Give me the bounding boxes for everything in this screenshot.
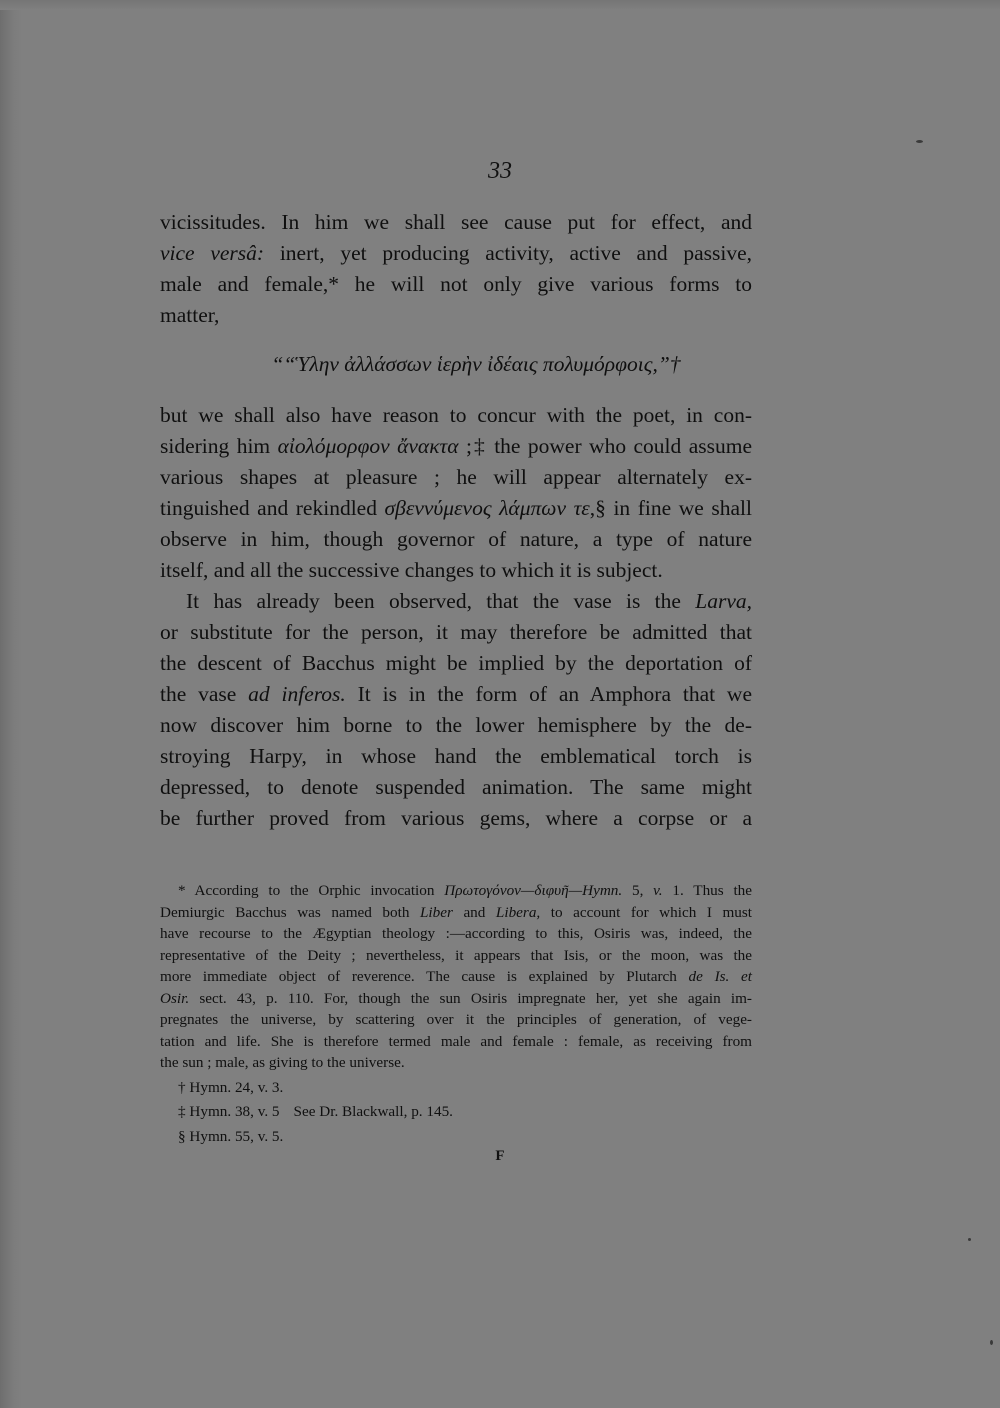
text-segment: ‡ Hymn. 38, v. 5 xyxy=(178,1103,280,1120)
italic-phrase: —Hymn. xyxy=(568,882,623,899)
text-line: now discover him borne to the lower hemisphere by the de- xyxy=(160,713,752,737)
page-number: 33 xyxy=(488,158,512,184)
italic-phrase: ad inferos. xyxy=(248,682,346,706)
footnote-line xyxy=(160,880,752,902)
footnotes xyxy=(160,880,752,1147)
text-segment: more immediate object of reverence. The cause is explained by Plutarch xyxy=(160,968,689,985)
text-segment: inert, yet producing activity, active and passive, xyxy=(264,241,752,265)
text-segment: to account for which I must xyxy=(540,903,752,921)
footnote-line xyxy=(160,988,752,1010)
dust-speck xyxy=(968,1238,971,1241)
text-segment: and xyxy=(452,903,496,921)
italic-phrase: vice versâ: xyxy=(160,241,265,265)
footnote-line: have recourse to the Ægyptian theology :—according to this, Osiris was, indeed, the xyxy=(160,925,752,942)
footnote-line: representative of the Deity ; nevertheless, it appears that Isis, or the moon, was the xyxy=(160,946,752,964)
footnote-double-dagger xyxy=(160,1101,752,1123)
text-line: stroying Harpy, in whose hand the emblematical torch is xyxy=(160,744,752,768)
text-line: itself, and all the successive changes to which it is subject. xyxy=(160,558,663,582)
text-segment: sect. 43, p. 110. For, though the sun Osiris impregnate her, yet she again im- xyxy=(189,989,752,1007)
text-line: be further proved from various gems, where a corpse or a xyxy=(160,806,752,830)
text-line: the descent of Bacchus might be implied by the deportation of xyxy=(160,651,752,675)
dust-speck xyxy=(990,1340,993,1345)
italic-phrase: Larva, xyxy=(695,589,752,613)
text-segment: ,§ in fine we shall xyxy=(589,496,752,520)
text-segment: See Dr. Blackwall, p. 145. xyxy=(293,1103,453,1120)
italic-phrase: Osir. xyxy=(160,989,190,1007)
text-segment: It is in the form of an Amphora that we xyxy=(345,682,752,706)
footnote-dagger: † Hymn. 24, v. 3. xyxy=(178,1078,284,1096)
text-line: matter, xyxy=(160,303,220,327)
greek-phrase: Πρωτογόνον—διφυῆ xyxy=(444,882,569,899)
italic-phrase: Liber xyxy=(419,903,453,921)
text-line: male and female,* he will not only give various forms to xyxy=(160,272,752,296)
greek-phrase: αἰολόμορφον ἄνακτα xyxy=(277,434,459,458)
text-line xyxy=(160,679,752,710)
italic-phrase: v. xyxy=(653,882,663,899)
signature-mark: F xyxy=(495,1148,505,1164)
text-segment: tinguished and rekindled xyxy=(160,496,385,520)
page-top-edge-shadow xyxy=(0,0,1000,10)
text-line xyxy=(160,493,752,524)
greek-verse-quote: ““Ὑλην ἀλλάσσων ἱερὴν ἰδέαις πολυμόρφοις,”† xyxy=(271,352,681,376)
text-segment: sidering him xyxy=(160,434,278,458)
text-line: observe in him, though governor of nature, a type of nature xyxy=(160,527,752,551)
text-segment: Demiurgic Bacchus was named both xyxy=(160,903,420,921)
text-line: but we shall also have reason to concur with the poet, in con- xyxy=(160,403,752,427)
footnote-line: the sun ; male, as giving to the universe. xyxy=(160,1054,405,1071)
main-text xyxy=(160,207,752,834)
text-segment: ;‡ the power who could assume xyxy=(458,434,752,458)
text-line xyxy=(160,586,752,617)
text-segment: It has already been observed, that the vase is the xyxy=(186,589,696,613)
text-line xyxy=(160,238,752,269)
footnote-section: § Hymn. 55, v. 5. xyxy=(178,1127,284,1145)
text-segment: 1. Thus the xyxy=(662,882,753,899)
page-left-edge-shadow xyxy=(0,0,22,1408)
text-line: various shapes at pleasure ; he will appear alternately ex- xyxy=(160,465,752,489)
text-line: or substitute for the person, it may therefore be admitted that xyxy=(160,620,752,644)
greek-phrase: σβεννύμενος λάμπων τε xyxy=(384,496,590,520)
text-line: vicissitudes. In him we shall see cause put for effect, and xyxy=(160,210,752,234)
footnote-line: tation and life. She is therefore termed male and female : female, as receiving from xyxy=(160,1032,752,1050)
italic-phrase: Libera, xyxy=(495,903,541,921)
footnote-line xyxy=(160,902,752,924)
dust-speck xyxy=(916,140,923,143)
italic-phrase: de Is. et xyxy=(688,968,752,985)
footnote-line: pregnates the universe, by scattering over it the principles of generation, of vege- xyxy=(160,1011,752,1028)
text-segment: the vase xyxy=(160,682,249,706)
text-segment: 5, xyxy=(622,882,654,899)
text-line xyxy=(160,431,752,462)
text-line: depressed, to denote suspended animation. The same might xyxy=(160,775,752,799)
text-segment: * According to the Orphic invocation xyxy=(178,882,445,899)
footnote-line xyxy=(160,966,752,988)
